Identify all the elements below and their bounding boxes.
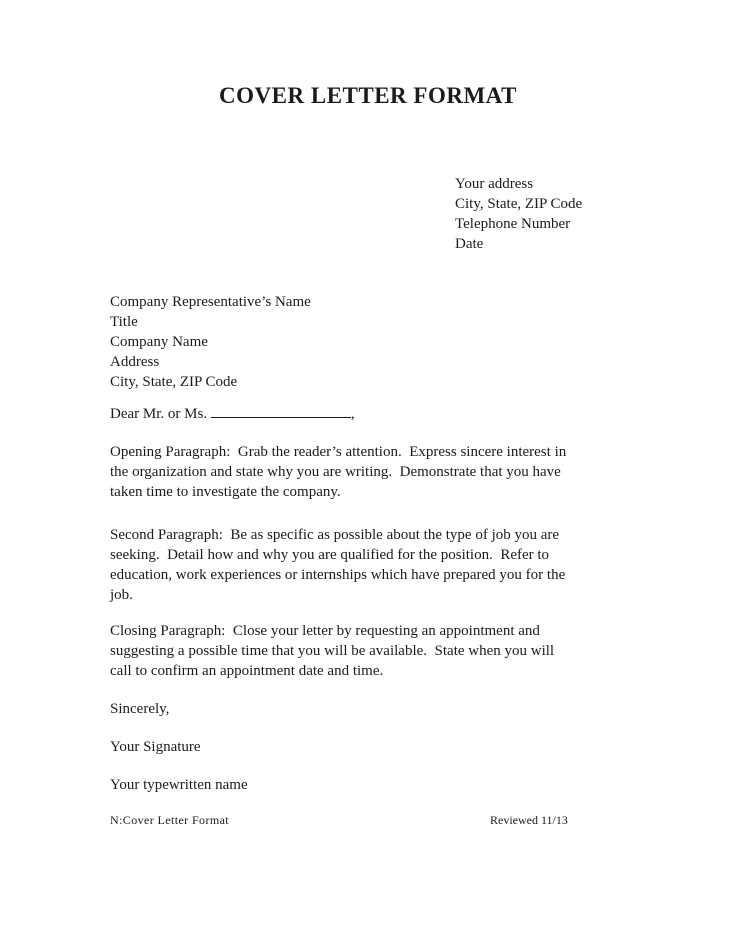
recipient-title-line: Title: [110, 314, 138, 330]
salutation-line: [110, 404, 355, 424]
paragraph-line: Second Paragraph: Be as specific as possible about the type of job you are: [110, 527, 560, 543]
recipient-address-line: Address: [110, 354, 160, 370]
paragraph-line: job.: [110, 587, 133, 603]
sender-phone-line: Telephone Number: [455, 216, 571, 232]
salutation-comma: ,: [350, 406, 355, 422]
salutation-text: Dear Mr. or Ms.: [110, 406, 211, 422]
paragraph-line: call to confirm an appointment date and time.: [110, 663, 384, 679]
paragraph-line: taken time to investigate the company.: [110, 484, 341, 500]
footer-file-path: N:Cover Letter Format: [110, 813, 230, 827]
recipient-city-line: City, State, ZIP Code: [110, 374, 238, 390]
paragraph-line: seeking. Detail how and why you are qualified for the position. Refer to: [110, 547, 550, 563]
recipient-company-line: Company Name: [110, 334, 208, 350]
paragraph-line: Closing Paragraph: Close your letter by requesting an appointment and: [110, 623, 540, 639]
opening-paragraph: [110, 442, 566, 502]
closing-paragraph: [110, 621, 554, 681]
paragraph-line: suggesting a possible time that you will be available. State when you will: [110, 643, 555, 659]
paragraph-line: education, work experiences or internships which have prepared you for the: [110, 567, 566, 583]
signature-placeholder-line: Your Signature: [110, 739, 201, 755]
sender-city-line: City, State, ZIP Code: [455, 196, 583, 212]
recipient-address-block: [110, 292, 311, 392]
recipient-name-line: Company Representative’s Name: [110, 294, 311, 310]
sender-address-line: Your address: [455, 176, 534, 192]
second-paragraph: [110, 525, 565, 605]
typewritten-name-line: Your typewritten name: [110, 777, 248, 793]
paragraph-line: the organization and state why you are writing. Demonstrate that you have: [110, 464, 561, 480]
sincerely-line: Sincerely,: [110, 701, 170, 717]
sender-address-block: [455, 174, 582, 254]
name-blank-line: [211, 405, 351, 418]
paragraph-line: Opening Paragraph: Grab the reader’s attention. Express sincere interest in: [110, 444, 567, 460]
sender-date-line: Date: [455, 236, 484, 252]
document-title: COVER LETTER FORMAT: [219, 83, 517, 108]
footer-reviewed-date: Reviewed 11/13: [490, 813, 568, 827]
